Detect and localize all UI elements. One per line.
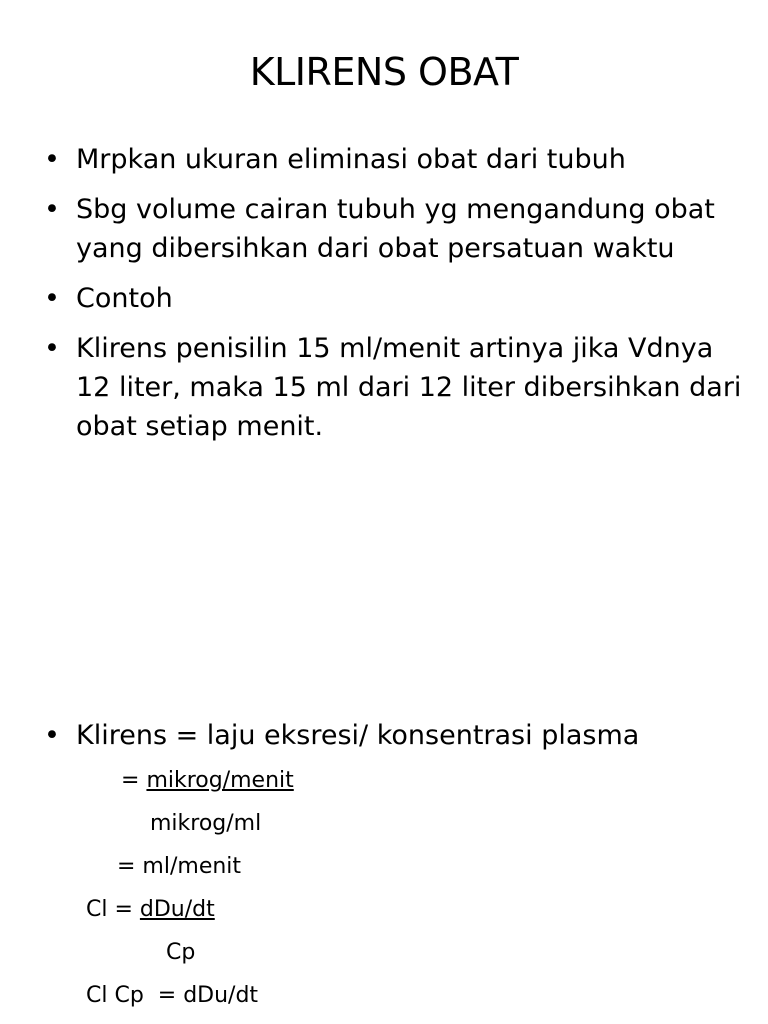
bullet-item — [44, 279, 744, 318]
bullet-text: Sbg volume cairan tubuh yg mengandung obat yang dibersihkan dari obat persatuan waktu — [76, 194, 715, 264]
bullet-dot: • — [44, 194, 60, 225]
bullet-dot: • — [44, 283, 60, 314]
formula-equals: = — [121, 768, 147, 793]
bullet-item — [44, 190, 744, 268]
bullet-item — [44, 140, 744, 179]
bullet-list — [44, 140, 744, 457]
bullet-dot: • — [44, 144, 60, 175]
formula-line-1 — [121, 766, 294, 796]
bullet-dot: • — [44, 333, 60, 364]
formula-line-4 — [86, 895, 215, 925]
formula-result: Cl Cp = dDu/dt — [86, 983, 259, 1008]
formula-line-5 — [166, 938, 195, 968]
bullet-list-formula — [44, 716, 744, 766]
slide-title: KLIRENS OBAT — [249, 50, 519, 94]
formula-prefix: Cl = — [86, 897, 140, 922]
formula-denominator: Cp — [166, 940, 196, 965]
bullet-text: Klirens = laju eksresi/ konsentrasi plasma — [76, 720, 640, 751]
formula-denominator: mikrog/ml — [150, 811, 262, 836]
bullet-text: Mrpkan ukuran eliminasi obat dari tubuh — [76, 144, 626, 175]
bullet-item — [44, 716, 744, 755]
formula-numerator: dDu/dt — [139, 897, 215, 922]
bullet-text: Contoh — [76, 283, 173, 314]
bullet-item — [44, 329, 744, 446]
formula-line-6 — [86, 981, 258, 1011]
formula-result: = ml/menit — [117, 854, 242, 879]
bullet-dot: • — [44, 720, 60, 751]
formula-line-3 — [117, 852, 241, 882]
formula-numerator: mikrog/menit — [146, 768, 294, 793]
formula-line-2 — [150, 809, 261, 839]
bullet-text: Klirens penisilin 15 ml/menit artinya jika Vdnya 12 liter, maka 15 ml dari 12 liter dibersihkan dari obat setiap menit. — [76, 333, 742, 442]
